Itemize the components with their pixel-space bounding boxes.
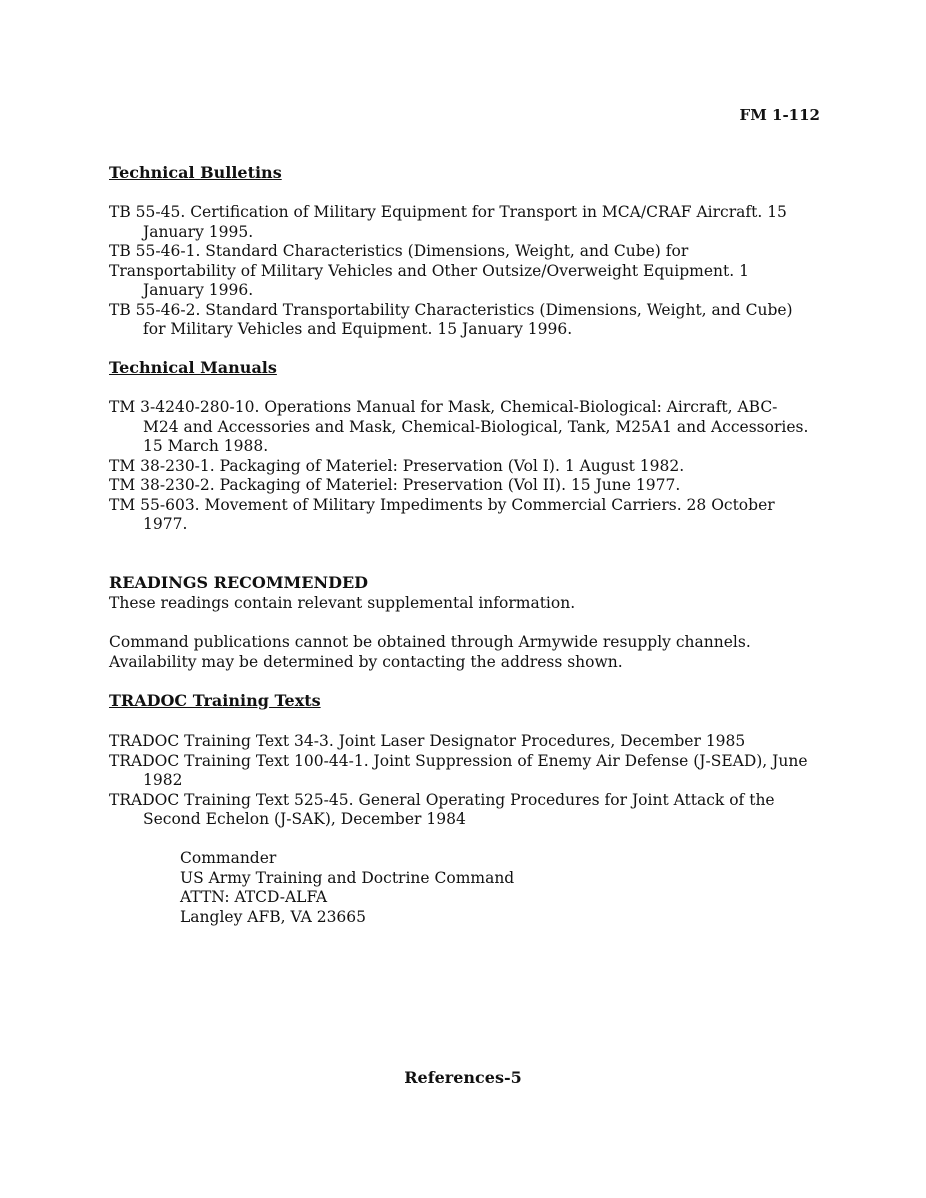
address-line: ATTN: ATCD-ALFA (180, 888, 328, 906)
address-line: Commander (180, 849, 277, 867)
list-item: TRADOC Training Text 100-44-1. Joint Suppression of Enemy Air Defense (J-SEAD), June 1982 (109, 751, 808, 789)
list-item: TM 38-230-2. Packaging of Materiel: Preservation (Vol II). 15 June 1977. (109, 476, 681, 494)
readings-note (109, 633, 809, 672)
list-item: TM 38-230-1. Packaging of Materiel: Preservation (Vol I). 1 August 1982. (109, 456, 685, 475)
readings-note-line: Command publications cannot be obtained through Armywide resupply channels. (109, 633, 751, 651)
address-line: US Army Training and Doctrine Command (180, 868, 515, 887)
address-line: Langley AFB, VA 23665 (180, 907, 367, 926)
technical-manuals-heading: Technical Manuals (109, 358, 277, 377)
list-item: TB 55-46-2. Standard Transportability Characteristics (Dimensions, Weight, and Cube) for Military Vehicles and Equipment. 15 January 1996. (109, 300, 793, 338)
list-item: TB 55-46-1. Standard Characteristics (Dimensions, Weight, and Cube) for (109, 242, 689, 260)
document-id: FM 1-112 (739, 106, 820, 124)
tradoc-training-texts-heading: TRADOC Training Texts (109, 691, 321, 710)
list-item: TRADOC Training Text 525-45. General Operating Procedures for Joint Attack of the Second Echelon (J-SAK), December 1984 (109, 790, 775, 828)
readings-note-line: Availability may be determined by contacting the address shown. (109, 652, 623, 671)
readings-recommended-heading: READINGS RECOMMENDED (109, 573, 369, 592)
list-item: TRADOC Training Text 34-3. Joint Laser Designator Procedures, December 1985 (109, 732, 746, 750)
address-block (180, 849, 514, 927)
technical-bulletins-heading: Technical Bulletins (109, 163, 282, 182)
list-item: TM 55-603. Movement of Military Impediments by Commercial Carriers. 28 October 1977. (109, 495, 775, 533)
readings-intro-text: These readings contain relevant supplemental information. (109, 594, 576, 612)
list-item: TM 3-4240-280-10. Operations Manual for Mask, Chemical-Biological: Aircraft, ABC-M24 and Accessories and Mask, Chemical-Biological, Tank, M25A1 and Accessories. 15 March 1988. (109, 398, 809, 455)
technical-bulletins-list (109, 203, 809, 340)
list-item: Transportability of Military Vehicles and Other Outsize/Overweight Equipment. 1 (109, 261, 749, 280)
tradoc-training-texts-list (109, 732, 809, 830)
readings-intro (109, 594, 809, 614)
list-item: TB 55-45. Certification of Military Equipment for Transport in MCA/CRAF Aircraft. 15 January 1995. (109, 203, 787, 241)
list-item: January 1996. (143, 281, 254, 299)
page-number: References-5 (404, 1068, 522, 1087)
technical-manuals-list (109, 398, 809, 535)
